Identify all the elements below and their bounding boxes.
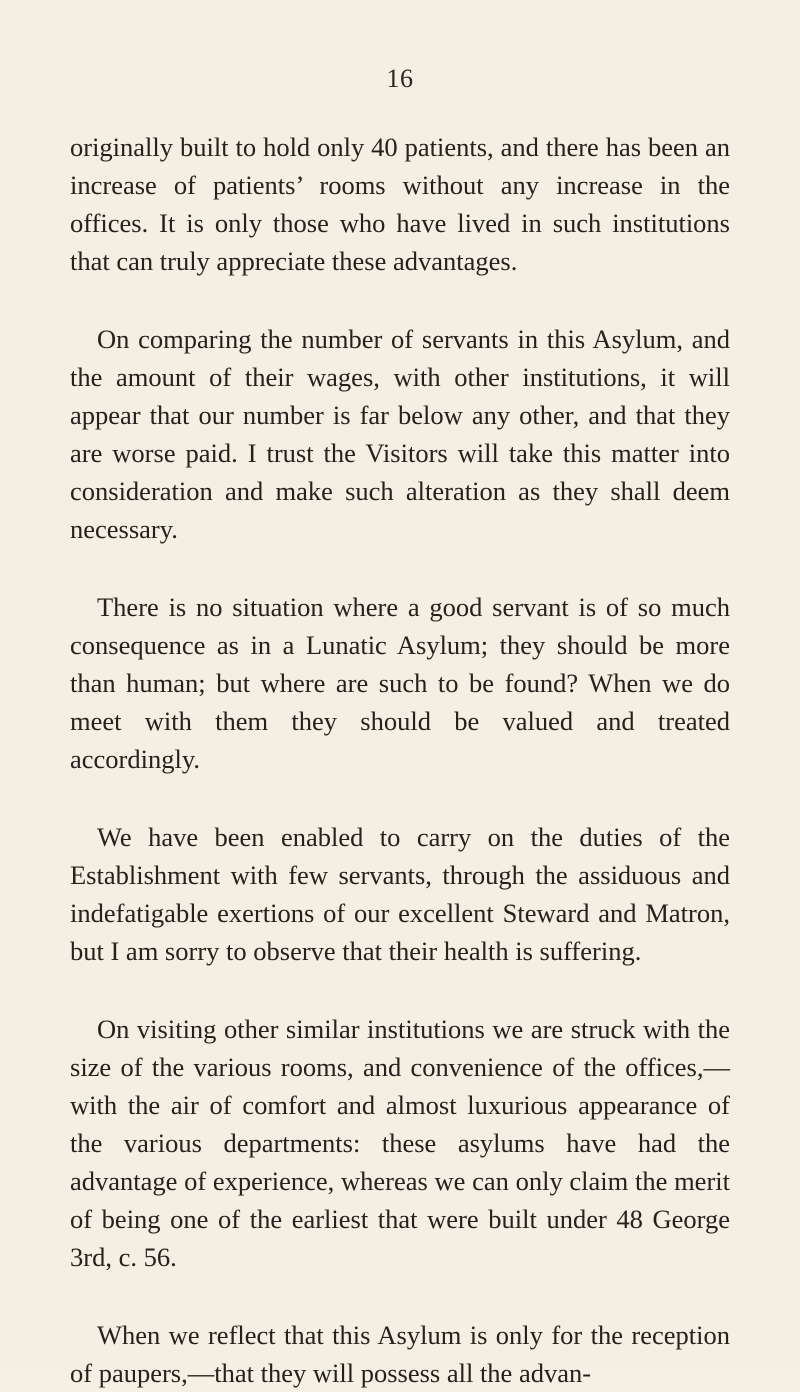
paragraph-6: When we reflect that this Asylum is only for the reception of paupers,—that they will possess all the advan-: [70, 1320, 730, 1388]
paragraph-5: On visiting other similar institutions we are struck with the size of the various rooms, and convenience of the offices,—with the air of comfort and almost luxurious appearance of the various departments: these asylums have had the advantage of experience, whereas we can only claim the merit of being one of the earliest that were built under 48 George 3rd, c. 56.: [70, 1014, 730, 1272]
body-text: [70, 128, 730, 1392]
paragraph-2: On comparing the number of servants in this Asylum, and the amount of their wages, with other institutions, it will appear that our number is far below any other, and that they are worse paid. I trust the Visitors will take this matter into consideration and make such alteration as they shall deem necessary.: [70, 324, 730, 544]
paragraph-3: There is no situation where a good servant is of so much consequence as in a Lunatic Asylum; they should be more than human; but where are such to be found? When we do meet with them they should be valued and treated accordingly.: [70, 592, 730, 774]
paragraph-4: We have been enabled to carry on the duties of the Establishment with few servants, through the assiduous and indefatigable exertions of our excellent Steward and Matron, but I am sorry to observe that their health is suffering.: [70, 822, 730, 966]
page-number: 16: [386, 64, 414, 93]
paragraph-1: originally built to hold only 40 patients, and there has been an increase of patients’ rooms without any increase in the offices. It is only those who have lived in such institutions that can truly appreciate these advantages.: [70, 132, 730, 276]
